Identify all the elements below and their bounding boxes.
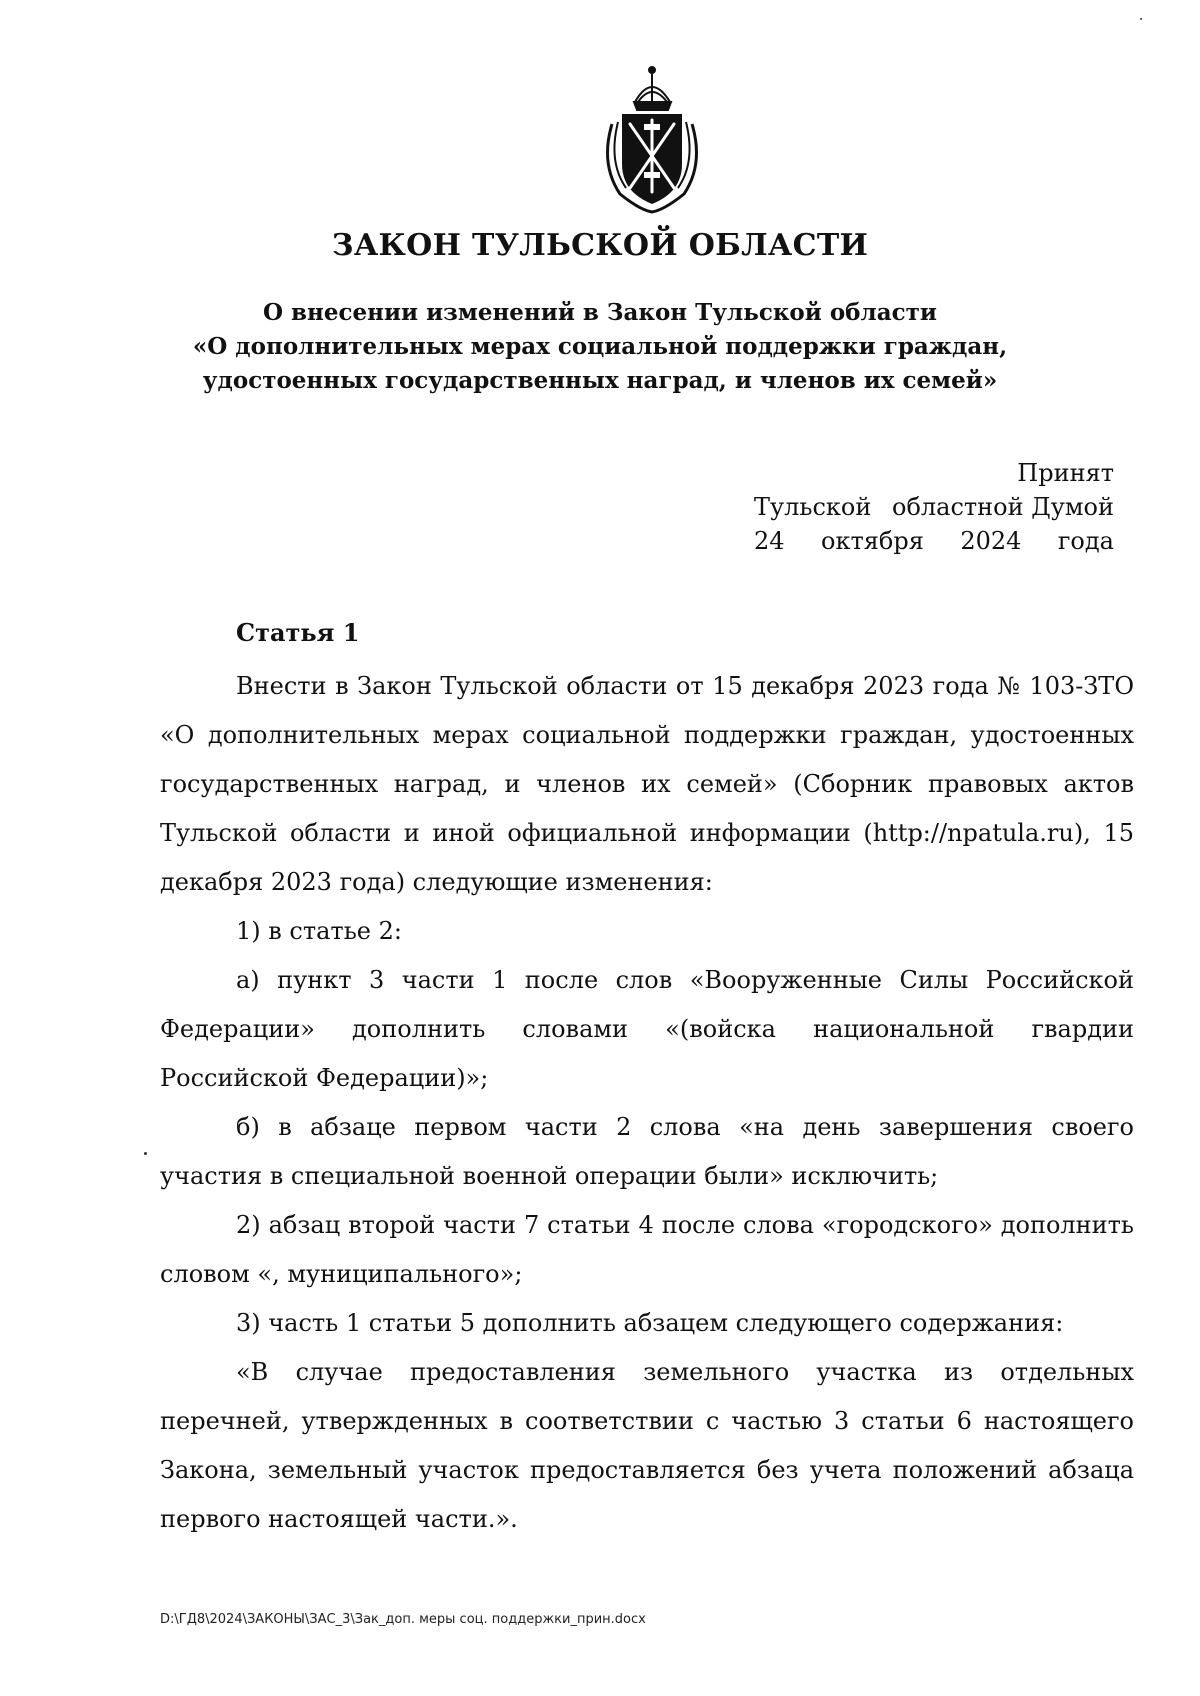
adoption-year: 2024 — [960, 527, 1022, 555]
adoption-month: октября — [821, 527, 924, 555]
adoption-date — [754, 524, 1114, 558]
paragraph: 2) абзац второй части 7 статьи 4 после слова «городского» дополнить словом «, муниципального»; — [160, 1211, 1134, 1288]
paragraph: 3) часть 1 статьи 5 дополнить абзацем следующего содержания: — [236, 1309, 1064, 1337]
subtitle-line: О внесении изменений в Закон Тульской области — [263, 299, 937, 326]
file-path-footer: D:\ГД8\2024\ЗАКОНЫ\ЗАС_3\Зак_доп. меры соц. поддержки_прин.docx — [160, 1612, 646, 1627]
law-title: ЗАКОН ТУЛЬСКОЙ ОБЛАСТИ — [331, 228, 869, 263]
subtitle-line: «О дополнительных мерах социальной поддержки граждан, — [192, 333, 1008, 360]
law-subtitle — [0, 296, 1200, 398]
article-body — [160, 662, 1134, 1544]
coat-of-arms-emblem — [590, 64, 715, 214]
paragraph: а) пункт 3 части 1 после слов «Вооруженные Силы Российской Федерации» дополнить словами «(войска национальной гвардии Российской Федерации)»; — [160, 966, 1134, 1092]
adopted-by-part: Тульской — [754, 493, 872, 521]
subtitle-line: удостоенных государственных наград, и членов их семей» — [202, 367, 998, 394]
paragraph: б) в абзаце первом части 2 слова «на день завершения своего участия в специальной военной операции были» исключить; — [160, 1113, 1134, 1190]
paragraph: «В случае предоставления земельного участка из отдельных перечней, утвержденных в соответствии с частью 3 статьи 6 настоящего Закона, земельный участок предоставляется без учета положений абзаца первого настоящей части.». — [160, 1358, 1134, 1533]
article-heading: Статья 1 — [236, 618, 360, 647]
adopted-by-part: областной Думой — [892, 493, 1114, 521]
adoption-block — [754, 456, 1114, 558]
adoption-year-word: года — [1057, 527, 1114, 555]
paragraph: 1) в статье 2: — [236, 917, 402, 945]
scan-speck — [1140, 18, 1142, 20]
adoption-day: 24 — [754, 527, 785, 555]
adopted-by — [754, 490, 1114, 524]
scan-speck — [144, 1152, 147, 1155]
paragraph: Внести в Закон Тульской области от 15 декабря 2023 года № 103-ЗТО «О дополнительных мерах социальной поддержки граждан, удостоенных государственных наград, и членов их семей» (Сборник правовых актов Тульской области и иной официальной информации (http://npatula.ru), 15 декабря 2023 года) следующие изменения: — [160, 672, 1134, 896]
adopted-label: Принят — [1017, 459, 1114, 487]
